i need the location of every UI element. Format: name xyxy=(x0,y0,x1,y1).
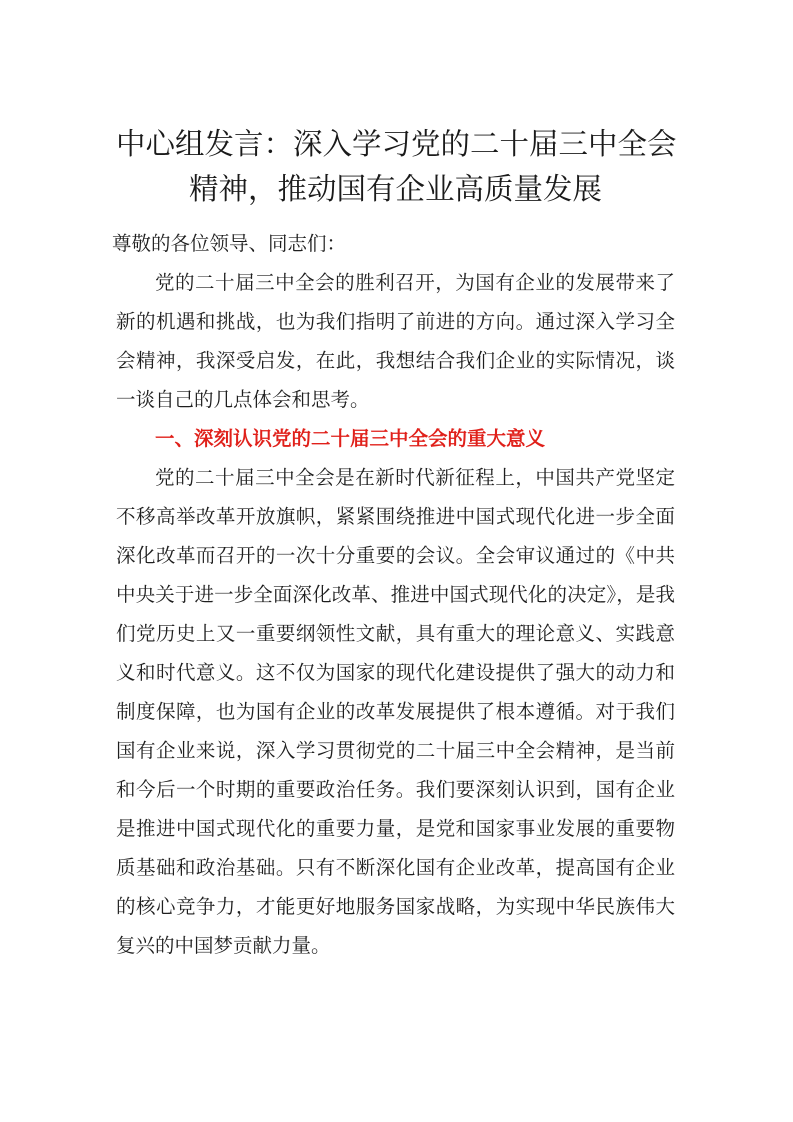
title-line-1: 中心组发言：深入学习党的二十届三中全会 xyxy=(116,127,677,161)
salutation: 尊敬的各位领导、同志们： xyxy=(112,232,347,255)
document-title xyxy=(116,122,675,212)
title-line-2: 精神，推动国有企业高质量发展 xyxy=(188,172,602,206)
section-heading-1: 一、深刻认识党的二十届三中全会的重大意义 xyxy=(155,427,546,450)
paragraph-section-1: 党的二十届三中全会是在新时代新征程上，中国共产党坚定不移高举改革开放旗帜，紧紧围绕推进中国式现代化进一步全面深化改革而召开的一次十分重要的会议。全会审议通过的《中共中央关于进一步全面深化改革、推进中国式现代化的决定》，是我们党历史上又一重要纲领性文献，具有重大的理论意义、实践意义和时代意义。这不仅为国家的现代化建设提供了强大的动力和制度保障，也为国有企业的改革发展提供了根本遵循。对于我们国有企业来说，深入学习贯彻党的二十届三中全会精神，是当前和今后一个时期的重要政治任务。我们要深刻认识到，国有企业是推进中国式现代化的重要力量，是党和国家事业发展的重要物质基础和政治基础。只有不断深化国有企业改革，提高国有企业的核心竞争力，才能更好地服务国家战略，为实现中华民族伟大复兴的中国梦贡献力量。 xyxy=(116,466,675,957)
paragraph-intro: 党的二十届三中全会的胜利召开，为国有企业的发展带来了新的机遇和挑战，也为我们指明了前进的方向。通过深入学习全会精神，我深受启发，在此，我想结合我们企业的实际情况，谈一谈自己的几点体会和思考。 xyxy=(116,271,675,411)
